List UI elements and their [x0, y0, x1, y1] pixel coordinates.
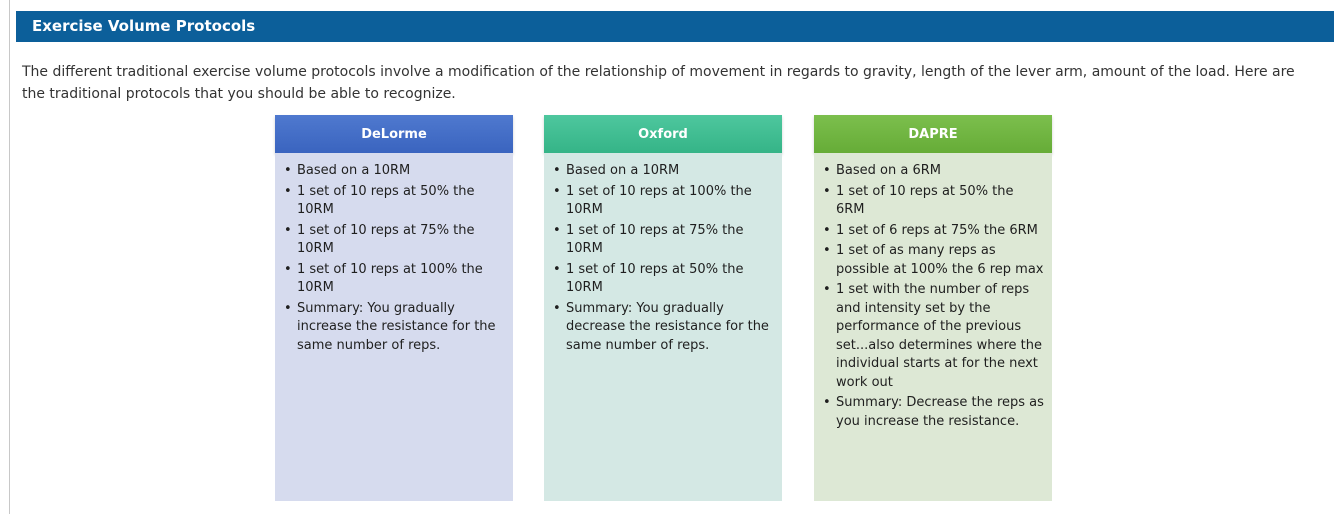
bullet-item: • Summary: You gradually increase the resistance for the same number of reps.: [284, 300, 505, 356]
bullet-item: • 1 set of 10 reps at 75% the 10RM: [553, 222, 774, 259]
bullet-item: • Summary: Decrease the reps as you increase the resistance.: [823, 394, 1044, 431]
protocol-card-delorme: [275, 115, 513, 501]
protocol-card-header: DAPRE: [814, 115, 1052, 153]
bullet-item: • 1 set with the number of reps and intensity set by the performance of the previous set...also determines where the individual starts at for the next work out: [823, 281, 1044, 392]
bullet-item: • 1 set of 10 reps at 50% the 6RM: [823, 183, 1044, 220]
bullet-list: [823, 162, 1044, 431]
section-title: Exercise Volume Protocols: [32, 17, 256, 35]
section-header: [16, 11, 1334, 42]
bullet-item: • Summary: You gradually decrease the resistance for the same number of reps.: [553, 300, 774, 356]
bullet-list: [284, 162, 505, 355]
bullet-item: • Based on a 10RM: [553, 162, 774, 181]
bullet-item: • 1 set of 6 reps at 75% the 6RM: [823, 222, 1044, 241]
bullet-item: • 1 set of 10 reps at 100% the 10RM: [284, 261, 505, 298]
protocol-card-header: Oxford: [544, 115, 782, 153]
bullet-item: • 1 set of 10 reps at 50% the 10RM: [284, 183, 505, 220]
bullet-list: [553, 162, 774, 355]
protocol-card-body: [814, 153, 1052, 501]
bullet-item: • 1 set of as many reps as possible at 100% the 6 rep max: [823, 242, 1044, 279]
bullet-item: • Based on a 6RM: [823, 162, 1044, 181]
bullet-item: • 1 set of 10 reps at 100% the 10RM: [553, 183, 774, 220]
protocol-card-body: [275, 153, 513, 501]
protocol-card-dapre: [814, 115, 1052, 501]
bullet-item: • Based on a 10RM: [284, 162, 505, 181]
intro-paragraph: The different traditional exercise volume protocols involve a modification of the relationship of movement in regards to gravity, length of the lever arm, amount of the load. Here are the traditional protocols that you should be able to recognize.: [22, 64, 1295, 102]
protocol-card-oxford: [544, 115, 782, 501]
protocol-card-body: [544, 153, 782, 501]
bullet-item: • 1 set of 10 reps at 75% the 10RM: [284, 222, 505, 259]
bullet-item: • 1 set of 10 reps at 50% the 10RM: [553, 261, 774, 298]
protocol-card-header: DeLorme: [275, 115, 513, 153]
